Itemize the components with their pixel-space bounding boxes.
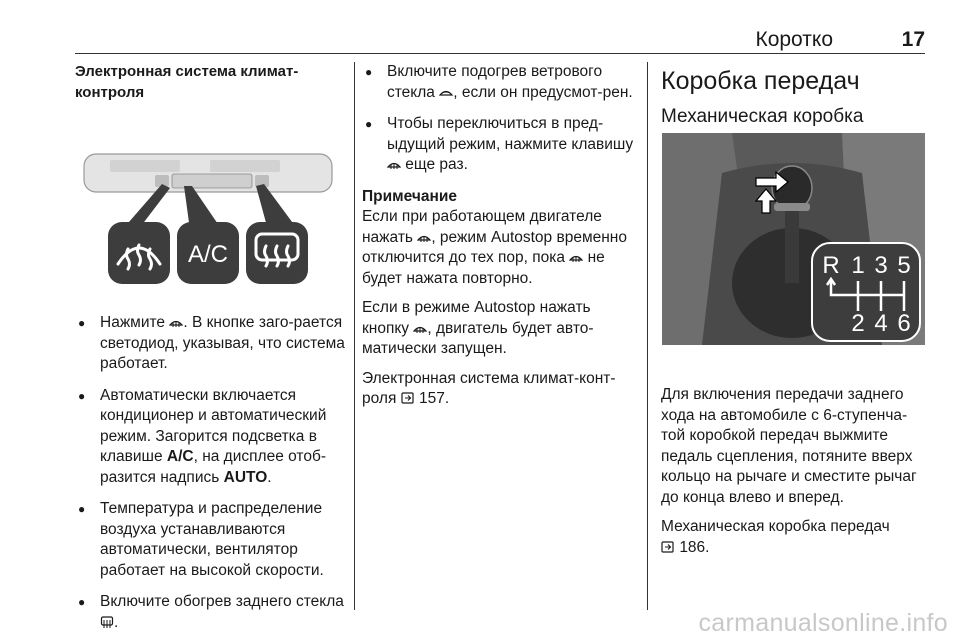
gear-label-5: 5 bbox=[897, 252, 911, 279]
gear-label-6: 6 bbox=[897, 310, 911, 337]
windshield-defrost-icon bbox=[169, 315, 183, 329]
watermark: carmanualsonline.info bbox=[698, 609, 948, 637]
note-block bbox=[362, 187, 634, 360]
note-title: Примечание bbox=[362, 187, 457, 205]
list-item: ● Температура и распределение воздуха устанавливаются автоматически, вентилятор работает на высокой скорости. bbox=[75, 499, 347, 581]
page-reference-icon bbox=[401, 391, 415, 405]
cross-reference[interactable]: Электронная система климат-конт-роля 157. bbox=[362, 369, 616, 407]
windshield-defrost-icon bbox=[413, 321, 427, 335]
list-item: ● Включите обогрев заднего стекла . bbox=[75, 592, 347, 633]
chapter-title: Коротко bbox=[755, 28, 833, 51]
windshield-heat-icon bbox=[439, 85, 453, 99]
page-number: 17 bbox=[901, 28, 925, 51]
column-1 bbox=[75, 62, 347, 644]
bullet-list bbox=[75, 313, 347, 633]
section-title: Коробка передач bbox=[661, 67, 860, 95]
gear-lever-illustration bbox=[662, 133, 925, 345]
gear-label-r: R bbox=[822, 252, 840, 279]
section-subtitle: Механическая коробка bbox=[661, 106, 864, 127]
page-reference-icon bbox=[661, 540, 675, 554]
cross-reference[interactable]: Механическая коробка передач 186. bbox=[661, 518, 890, 556]
windshield-defrost-icon bbox=[417, 230, 431, 244]
list-item: ● Включите подогрев ветрового стекла , если он предусмот-рен. bbox=[362, 62, 634, 103]
gear-label-3: 3 bbox=[874, 252, 888, 279]
windshield-defrost-icon bbox=[569, 250, 583, 264]
gear-label-1: 1 bbox=[851, 252, 865, 279]
header-divider bbox=[75, 53, 925, 54]
rear-defrost-icon bbox=[100, 615, 114, 629]
bullet-list bbox=[362, 62, 634, 176]
list-item: ● Чтобы переключиться в пред-ыдущий режим, нажмите клавишу еще раз. bbox=[362, 114, 634, 176]
gear-label-4: 4 bbox=[874, 310, 888, 337]
ac-button-label: A/C bbox=[187, 241, 229, 268]
gear-label-2: 2 bbox=[851, 310, 865, 337]
windshield-defrost-icon bbox=[387, 157, 401, 171]
page-header bbox=[75, 28, 925, 52]
section-heading: Электронная система климат-контроля bbox=[75, 63, 299, 101]
body-paragraph: Для включения передачи заднего хода на автомобиле с 6-ступенча-той коробкой передач выжмите педаль сцепления, потяните вверх кольцо на рычаге и сместите рычаг до конца влево и вперед. bbox=[661, 386, 917, 506]
list-item: ● Нажмите . В кнопке заго-рается светодиод, указывая, что система работает. bbox=[75, 313, 347, 375]
climate-control-illustration bbox=[80, 152, 336, 286]
note-paragraph: Если при работающем двигателе нажать , режим Autostop временно отключится до тех пор, пока не будет нажата повторно. bbox=[362, 208, 627, 287]
column-2 bbox=[362, 62, 634, 419]
note-paragraph: Если в режиме Autostop нажать кнопку , двигатель будет авто-матически запущен. bbox=[362, 299, 594, 357]
column-divider bbox=[647, 62, 648, 610]
list-item: ● Автоматически включается кондиционер и автоматический режим. Загорится подсветка в клавише A/C, на дисплее отоб-разится надпись AUTO. bbox=[75, 386, 347, 489]
column-divider bbox=[354, 62, 355, 610]
